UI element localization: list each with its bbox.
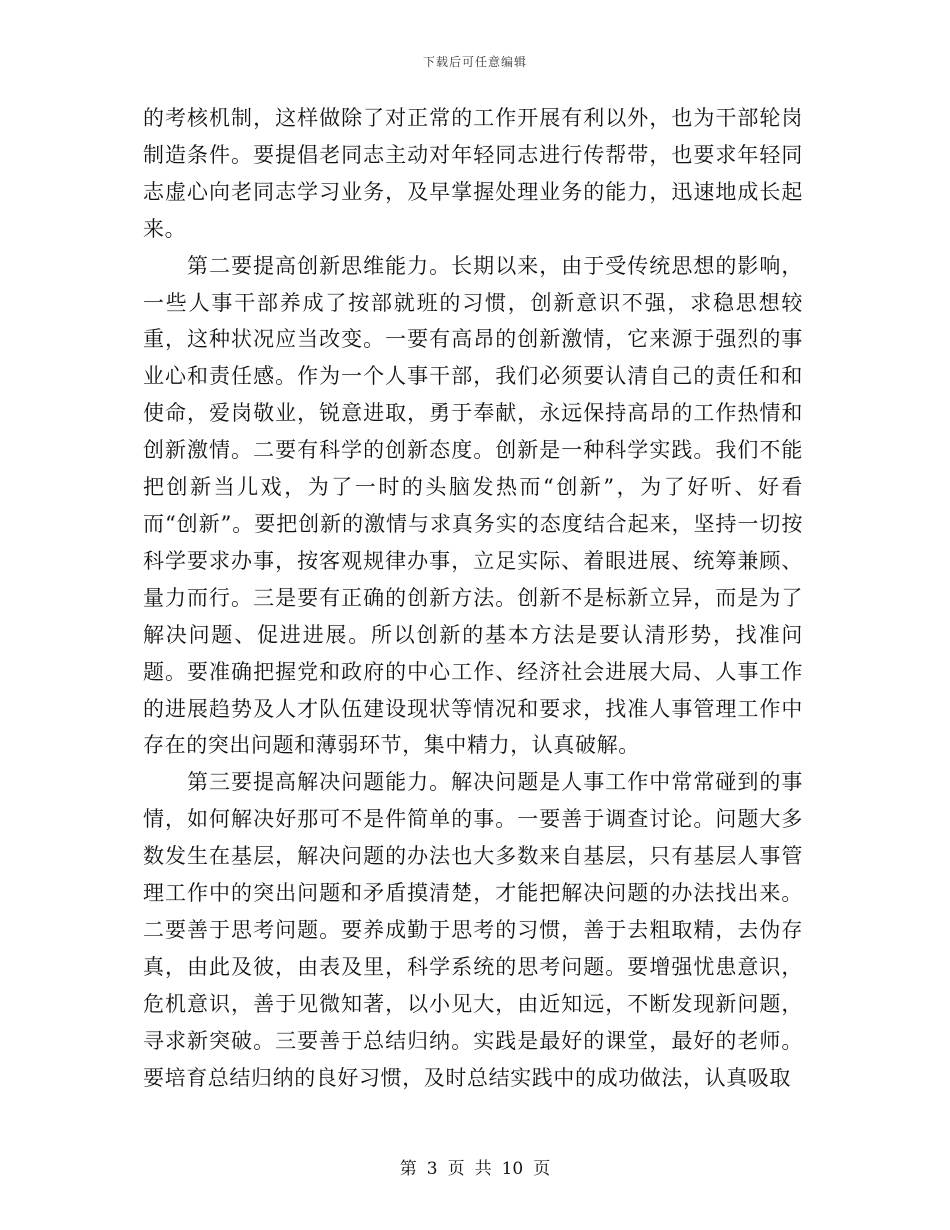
document-body bbox=[143, 100, 803, 1096]
paragraph-innovation-thinking: 第二要提高创新思维能力。长期以来，由于受传统思想的影响，一些人事干部养成了按部就班的习惯，创新意识不强，求稳思想较重，这种状况应当改变。一要有高昂的创新激情，它来源于强烈的事业心和责任感。作为一个人事干部，我们必须要认清自己的责任和和使命，爱岗敬业，锐意进取，勇于奉献，永远保持高昂的工作热情和创新激情。二要有科学的创新态度。创新是一种科学实践。我们不能把创新当儿戏，为了一时的头脑发热而“创新”，为了好听、好看而“创新”。要把创新的激情与求真务实的态度结合起来，坚持一切按科学要求办事，按客观规律办事，立足实际、着眼进展、统筹兼顾、量力而行。三是要有正确的创新方法。创新不是标新立异，而是为了解决问题、促进进展。所以创新的基本方法是要认清形势，找准问题。要准确把握党和政府的中心工作、经济社会进展大局、人事工作的进展趋势及人才队伍建设现状等情况和要求，找准人事管理工作中存在的突出问题和薄弱环节，集中精力，认真破解。 bbox=[143, 253, 803, 758]
page-footer bbox=[0, 1154, 950, 1179]
footer-suffix: 页 bbox=[533, 1159, 551, 1179]
footer-total-word: 共 bbox=[474, 1159, 492, 1179]
paragraph-problem-solving: 第三要提高解决问题能力。解决问题是人事工作中常常碰到的事情，如何解决好那可不是件简单的事。一要善于调查讨论。问题大多数发生在基层，解决问题的办法也大多数来自基层，只有基层人事管理工作中的突出问题和矛盾摸清楚，才能把解决问题的办法找出来。二要善于思考问题。要养成勤于思考的习惯，善于去粗取精，去伪存真，由此及彼，由表及里，科学系统的思考问题。要增强忧患意识，危机意识，善于见微知著，以小见大，由近知远，不断发现新问题，寻求新突破。三要善于总结归纳。实践是最好的课堂，最好的老师。要培育总结归纳的良好习惯，及时总结实践中的成功做法，认真吸取 bbox=[143, 770, 803, 1090]
footer-current-page: 3 bbox=[426, 1159, 438, 1179]
header-note: 下载后可任意编辑 bbox=[422, 55, 527, 69]
paragraph-continuation: 的考核机制，这样做除了对正常的工作开展有利以外，也为干部轮岗制造条件。要提倡老同志主动对年轻同志进行传帮带，也要求年轻同志虚心向老同志学习业务，及早掌握处理业务的能力，迅速地成长起来。 bbox=[143, 106, 803, 241]
footer-prefix: 第 bbox=[399, 1159, 417, 1179]
footer-total-pages: 10 bbox=[501, 1159, 524, 1179]
footer-page-word: 页 bbox=[447, 1159, 465, 1179]
